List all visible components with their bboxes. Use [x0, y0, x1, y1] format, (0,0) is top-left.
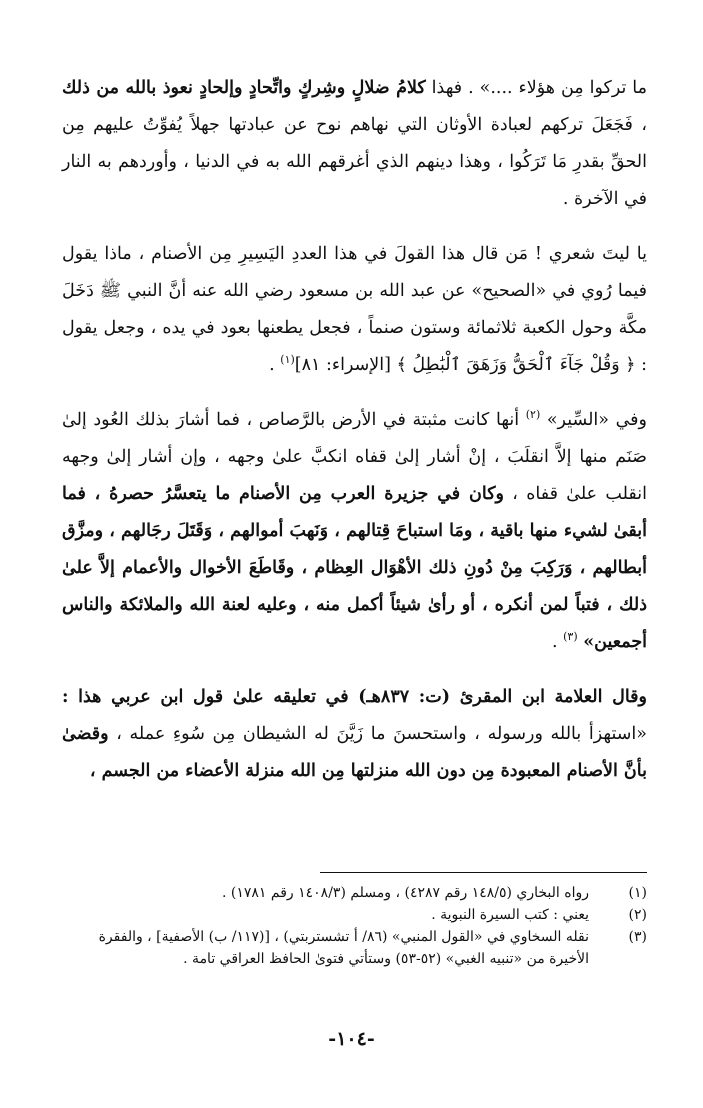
- text-segment: .: [269, 355, 281, 375]
- footnote-text: نقله السخاوي في «القول المنبي» (٨٦/ أ تشستربتي) ، [(١١٧/ ب) الأصفية] ، والفقرة الأخيرة من «تنبيه الغبي» (٥٢-٥٣) وستأتي فتوىٰ الحافظ العراقي تامة .: [98, 929, 589, 967]
- footnote-marker: (٢): [525, 408, 541, 422]
- text-segment: يا ليتَ شعري ! مَن قال هذا القولَ في هذا العددِ اليَسِيرِ مِن الأصنام ، ماذا يقول فيما رُوي في «الصحيح» عن عبد الله بن مسعود رضي الله عنه أنَّ النبي ﷺ دَخَلَ مكَّة وحول الكعبة ثلاثمائة وستون صنماً ، فجعل يطعنها بعود في يده ، وجعل يقول : ﴿ وَقُلْ جَآءَ ٱلْحَقُّ وَزَهَقَ ٱلْبَٰطِلُ ﴾ [الإسراء: ٨١]: [62, 244, 647, 375]
- bold-text-segment: وقضىٰ بأنَّ الأصنام المعبودة مِن دون الله منزلتها مِن الله منزلة الأعضاء من الجسم ،: [62, 724, 647, 781]
- footnote: [62, 904, 647, 926]
- footnote-text: يعني : كتب السيرة النبوية .: [431, 907, 589, 923]
- footnote-number: (٢): [628, 907, 647, 923]
- paragraph: [62, 402, 647, 661]
- paragraph: [62, 70, 647, 218]
- text-segment: ، فَجَعَلَ تركهم لعبادة الأوثان التي نهاهم نوح عن عبادتها جهلاً يُفوِّتُ عليهم مِن الحقِّ بقدرِ مَا تَرَكُوا ، وهذا دينهم الذي أغرقهم الله به في الدنيا ، وأوردهم به النار في الآخرة .: [62, 115, 647, 209]
- footnote-number: (١): [628, 885, 647, 901]
- footnote-marker: (١): [280, 353, 295, 367]
- footnote: [62, 926, 647, 970]
- text-segment: ما تركوا مِن هؤلاء ....» . فهذا: [425, 78, 647, 98]
- footnote: [62, 882, 647, 904]
- bold-text-segment: وكان في جزيرة العرب مِن الأصنام ما يتعسَّرُ حصرهُ ، فما أبقىٰ لشيء منها باقية ، ومَا استباحَ قِتالهم ، وَنَهبَ أموالهم ، وَقَتَلَ رجَالهم ، ومزَّق أبطالهم ، وَرَكِبَ مِنْ دُونِ ذلك الأهْوَال العِظام ، وقَاطَعَ الأخوال والأعمام إلاَّ علىٰ ذلك ، فتباً لمن أنكره ، أو رأىٰ شيئاً أكمل منه ، وعليه لعنة الله والملائكة والناس أجمعين»: [62, 484, 647, 652]
- text-segment: «استهزأ بالله ورسوله ، واستحسنَ ما زَيَّنَ له الشيطان مِن سُوءِ عمله ،: [108, 724, 647, 744]
- main-text: [62, 70, 647, 790]
- footnote-marker: (٣): [563, 630, 578, 644]
- footnote-text: رواه البخاري (١٤٨/٥ رقم ٤٢٨٧) ، ومسلم (١٤٠٨/٣ رقم ١٧٨١) .: [221, 885, 589, 901]
- footnote-number: (٣): [628, 929, 647, 945]
- text-segment: .: [551, 632, 564, 652]
- footnote-divider: [320, 872, 647, 873]
- text-segment: أنها كانت مثبتة في الأرض بالرَّصاص ، فما أشارَ بذلك العُود إلىٰ صَنَم منها إلاَّ انقلَبَ ، إنْ أشار إلىٰ قفاه انكبَّ علىٰ وجهه ، وإن أشار إلىٰ وجهه انقلب علىٰ قفاه ،: [62, 410, 647, 504]
- footnotes: [62, 882, 647, 970]
- paragraph: [62, 679, 647, 790]
- page-number: -١٠٤-: [328, 1028, 375, 1050]
- bold-text-segment: وقال العلامة ابن المقرئ (ت: ٨٣٧هـ) في تعليقه علىٰ قول ابن عربي هذا :: [62, 687, 647, 707]
- bold-text-segment: كلامُ ضلالٍ وشِركٍ واتِّحادٍ وإلحادٍ نعوذ بالله من ذلك: [62, 78, 426, 98]
- text-segment: وفي «السِّير»: [540, 410, 647, 430]
- paragraph: [62, 236, 647, 384]
